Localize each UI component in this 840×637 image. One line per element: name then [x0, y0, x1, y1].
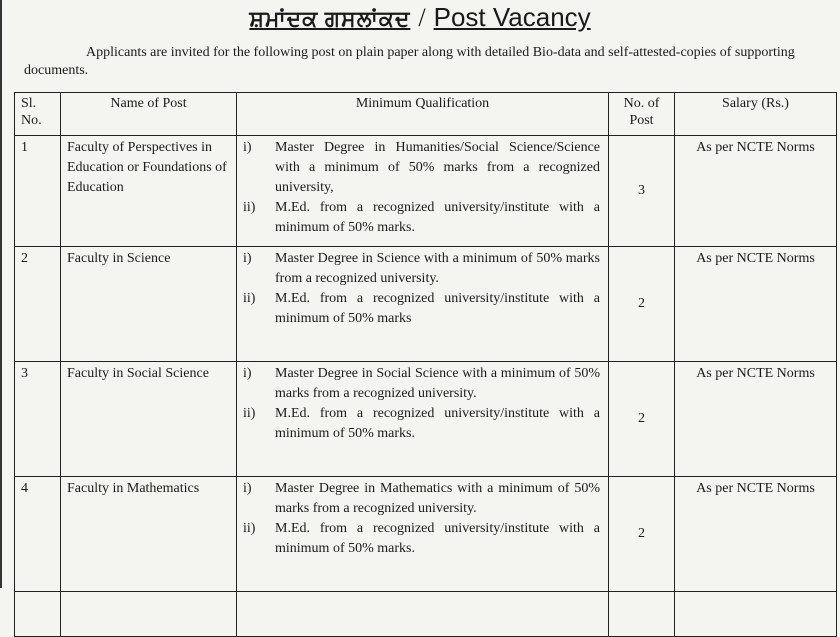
header-qualification: Minimum Qualification — [237, 93, 609, 136]
qualification-text: M.Ed. from a recognized university/institute with a minimum of 50% marks. — [275, 521, 600, 556]
qualification-text: M.Ed. from a recognized university/institute with a minimum of 50% marks. — [275, 406, 600, 441]
script-title: ਸ਼ਮਾਂਦਕ ਗਸਲਾਂਕਦ — [249, 6, 411, 31]
qualification-text: Master Degree in Science with a minimum of 50% marks from a recognized university. — [275, 251, 600, 286]
page-title: Post Vacancy — [433, 2, 591, 32]
cell-no-of-post: 3 — [609, 136, 675, 247]
title-separator: / — [418, 3, 426, 32]
qualification-text: M.Ed. from a recognized university/institute with a minimum of 50% marks — [275, 291, 600, 326]
qualification-text: Master Degree in Humanities/Social Science/Science with a minimum of 50% marks from a recognized university, — [275, 140, 600, 195]
cell-qualification — [237, 136, 609, 247]
cell-empty — [237, 592, 609, 637]
intro-text: Applicants are invited for the following post on plain paper along with detailed Bio-data and self-attested-copies of supporting documents. — [24, 45, 795, 78]
cell-empty — [61, 592, 237, 637]
cell-post-name: Faculty in Mathematics — [61, 477, 237, 592]
cell-empty — [15, 592, 61, 637]
cell-no-of-post: 2 — [609, 362, 675, 477]
qualification-number: ii) — [243, 291, 256, 306]
qualification-number: i) — [243, 140, 252, 155]
cell-empty — [675, 592, 837, 637]
table-row-partial — [15, 592, 837, 637]
table-row — [15, 362, 837, 477]
qualification-text: M.Ed. from a recognized university/institute with a minimum of 50% marks. — [275, 200, 600, 235]
cell-sl-no: 3 — [15, 362, 61, 477]
qualification-text: Master Degree in Social Science with a minimum of 50% marks from a recognized university. — [275, 366, 600, 401]
cell-qualification — [237, 362, 609, 477]
qualification-number: ii) — [243, 200, 256, 215]
cell-post-name: Faculty in Social Science — [61, 362, 237, 477]
table-row — [15, 477, 837, 592]
cell-no-of-post: 2 — [609, 247, 675, 362]
qualification-number: ii) — [243, 406, 256, 421]
cell-qualification — [237, 477, 609, 592]
table-row — [15, 136, 837, 247]
cell-qualification — [237, 247, 609, 362]
header-name-of-post: Name of Post — [61, 93, 237, 136]
cell-sl-no: 2 — [15, 247, 61, 362]
qualification-number: i) — [243, 251, 252, 266]
header-sl-no: Sl. No. — [15, 93, 61, 136]
cell-salary: As per NCTE Norms — [675, 362, 837, 477]
cell-empty — [609, 592, 675, 637]
qualification-number: ii) — [243, 521, 256, 536]
vacancy-table — [14, 92, 837, 637]
cell-post-name: Faculty in Science — [61, 247, 237, 362]
cell-salary: As per NCTE Norms — [675, 477, 837, 592]
cell-post-name: Faculty of Perspectives in Education or Foundations of Education — [61, 136, 237, 247]
cell-salary: As per NCTE Norms — [675, 136, 837, 247]
header-no-of-post: No. of Post — [609, 93, 675, 136]
cell-salary: As per NCTE Norms — [675, 247, 837, 362]
table-header-row — [15, 93, 837, 136]
cell-sl-no: 1 — [15, 136, 61, 247]
qualification-number: i) — [243, 366, 252, 381]
cell-sl-no: 4 — [15, 477, 61, 592]
page-header — [0, 2, 840, 33]
qualification-number: i) — [243, 481, 252, 496]
cell-no-of-post: 2 — [609, 477, 675, 592]
table-row — [15, 247, 837, 362]
page-border — [0, 0, 2, 588]
header-salary: Salary (Rs.) — [675, 93, 837, 136]
qualification-text: Master Degree in Mathematics with a minimum of 50% marks from a recognized university. — [275, 481, 600, 516]
